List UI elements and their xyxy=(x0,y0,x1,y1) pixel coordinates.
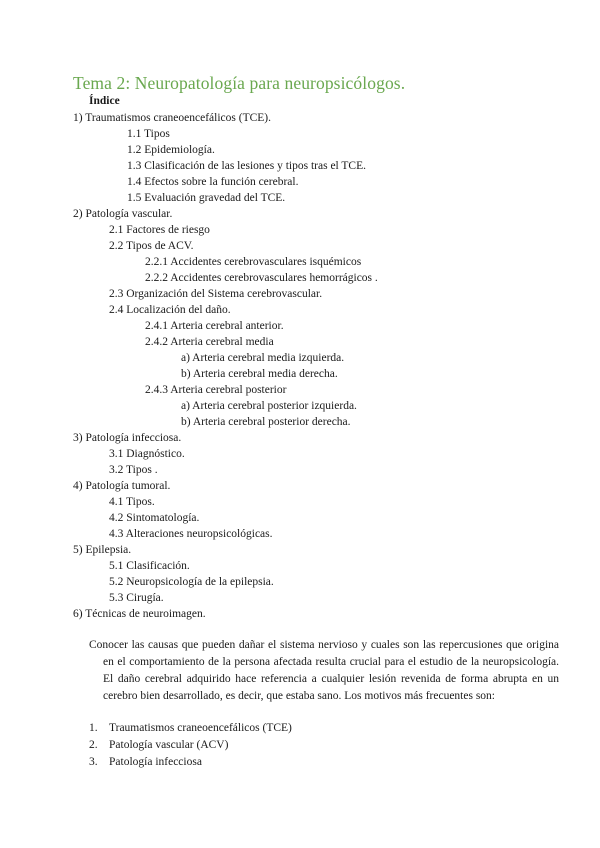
toc-item: 1.3 Clasificación de las lesiones y tipos tras el TCE. xyxy=(127,160,367,172)
toc-item: 4.3 Alteraciones neuropsicológicas. xyxy=(109,528,273,540)
toc-item: 1.1 Tipos xyxy=(127,128,170,140)
toc-item: 3.1 Diagnóstico. xyxy=(109,448,185,460)
toc-item: 2.4.2 Arteria cerebral media xyxy=(145,336,274,348)
toc-item: 5.2 Neuropsicología de la epilepsia. xyxy=(109,576,274,588)
toc-item: 1.5 Evaluación gravedad del TCE. xyxy=(127,192,286,204)
toc-item: 5.3 Cirugía. xyxy=(109,592,164,604)
toc-item: 2.2 Tipos de ACV. xyxy=(109,240,194,252)
toc-item: 4.2 Sintomatología. xyxy=(109,512,200,524)
list-item-text: Patología vascular (ACV) xyxy=(109,739,229,751)
intro-paragraph: Conocer las causas que pueden dañar el sistema nervioso y cuales son las repercusiones que origina en el comportamiento de la persona afectada resulta crucial para el estudio de la neuropsicología. El daño cerebral adquirido hace referencia a cualquier lesión revenida de forma abrupta en un cerebro bien desarrollado, es decir, que estaba sano. Los motivos más frecuentes son: xyxy=(89,639,559,702)
toc-item: 2.4 Localización del daño. xyxy=(109,304,231,316)
toc-item: 4.1 Tipos. xyxy=(109,496,155,508)
list-item-number: 3. xyxy=(89,756,98,768)
toc-item: 2.1 Factores de riesgo xyxy=(109,224,210,236)
toc-item: 5.1 Clasificación. xyxy=(109,560,190,572)
toc-item: 2.3 Organización del Sistema cerebrovascular. xyxy=(109,288,323,300)
toc-item: 6) Técnicas de neuroimagen. xyxy=(73,608,206,620)
list-item-text: Patología infecciosa xyxy=(109,756,202,768)
list-item-text: Traumatismos craneoencefálicos (TCE) xyxy=(109,722,292,734)
page-title: Tema 2: Neuropatología para neuropsicólogos. xyxy=(73,73,406,93)
toc-item: 2.2.1 Accidentes cerebrovasculares isquémicos xyxy=(145,256,362,268)
toc-item: 1) Traumatismos craneoencefálicos (TCE). xyxy=(73,112,271,124)
toc-item: a) Arteria cerebral posterior izquierda. xyxy=(181,400,357,412)
toc-item: 2.2.2 Accidentes cerebrovasculares hemorrágicos . xyxy=(145,272,378,284)
toc-item: 4) Patología tumoral. xyxy=(73,480,171,492)
toc-item: 2) Patología vascular. xyxy=(73,208,173,220)
toc-item: 1.4 Efectos sobre la función cerebral. xyxy=(127,176,299,188)
list-item-number: 1. xyxy=(89,722,98,734)
toc-item: 2.4.3 Arteria cerebral posterior xyxy=(145,384,287,396)
toc-item: a) Arteria cerebral media izquierda. xyxy=(181,352,345,364)
intro-paragraph-block xyxy=(89,637,559,705)
index-heading: Índice xyxy=(89,95,120,107)
toc-item: 3.2 Tipos . xyxy=(109,464,158,476)
toc-item: 3) Patología infecciosa. xyxy=(73,432,182,444)
toc-item: b) Arteria cerebral media derecha. xyxy=(181,368,338,380)
toc-item: 5) Epilepsia. xyxy=(73,544,132,556)
list-item-number: 2. xyxy=(89,739,98,751)
toc-item: 2.4.1 Arteria cerebral anterior. xyxy=(145,320,284,332)
toc-item: b) Arteria cerebral posterior derecha. xyxy=(181,416,351,428)
toc-item: 1.2 Epidemiología. xyxy=(127,144,215,156)
